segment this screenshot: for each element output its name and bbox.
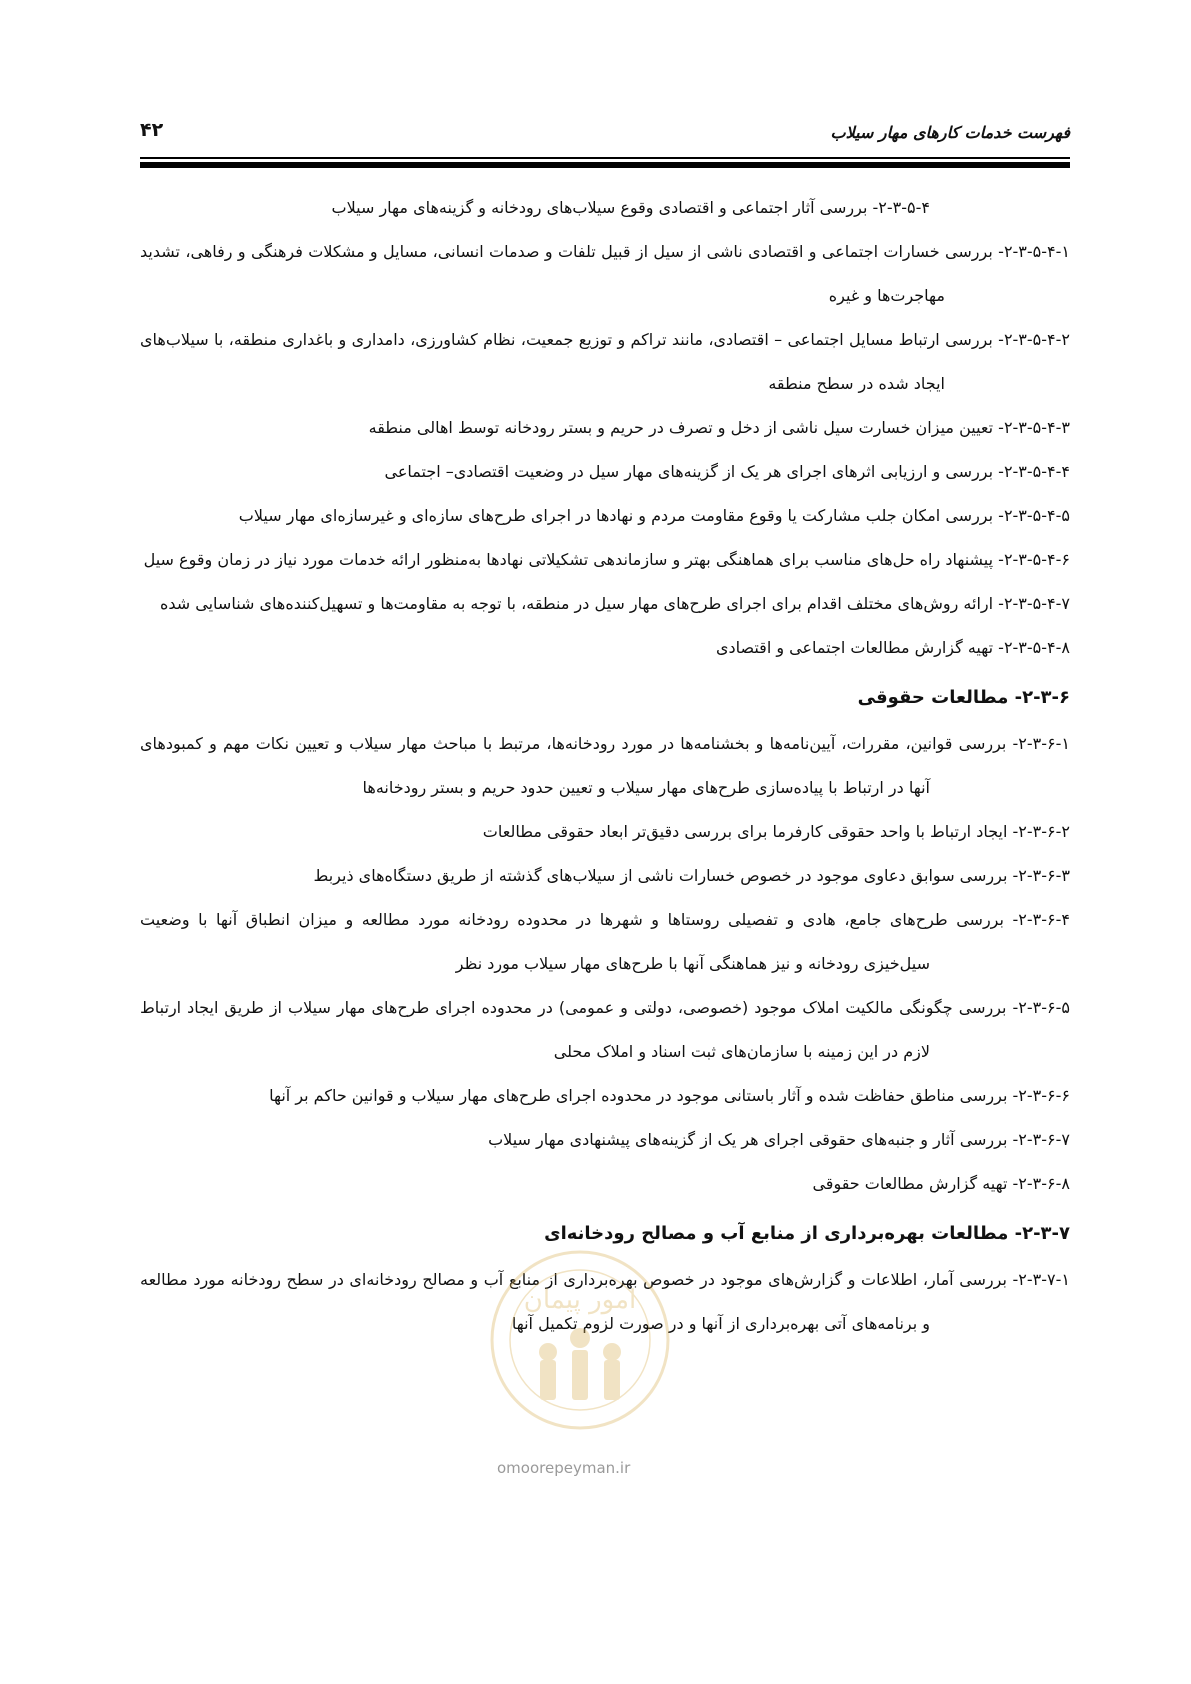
list-item: ۲-۳-۶-۲- ایجاد ارتباط با واحد حقوقی کارفرما برای بررسی دقیق‌تر ابعاد حقوقی مطالعات bbox=[482, 822, 1070, 841]
page-body bbox=[140, 186, 1070, 1346]
section-heading-water: ۲-۳-۷- مطالعات بهره‌برداری از منابع آب و مصالح رودخانه‌ای bbox=[544, 1223, 1070, 1244]
list-item: ۲-۳-۵-۴-۶- پیشنهاد راه حل‌های مناسب برای هماهنگی بهتر و سازماندهی تشکیلاتی نهادها به‌منظور ارائه خدمات مورد نیاز در زمان وقوع سیل bbox=[143, 550, 1070, 569]
book-title: فهرست خدمات کارهای مهار سیلاب bbox=[830, 123, 1070, 142]
list-item: ۲-۳-۶-۵- بررسی چگونگی مالکیت املاک موجود (خصوصی، دولتی و عمومی) در محدوده اجرای طرح‌های مهار سیلاب از طریق ایجاد ارتباط لازم در این زمینه با سازمان‌های ثبت اسناد و املاک محلی bbox=[140, 998, 1070, 1061]
list-item: ۲-۳-۶-۴- بررسی طرح‌های جامع، هادی و تفصیلی روستاها و شهرها در محدوده رودخانه مورد مطالعه و میزان انطباق آنها با وضعیت سیل‌خیزی رودخانه و نیز هماهنگی آنها با طرح‌های مهار سیلاب مورد نظر bbox=[140, 910, 1070, 973]
list-item: ۲-۳-۶-۸- تهیه گزارش مطالعات حقوقی bbox=[812, 1174, 1070, 1193]
page-number: ۴۲ bbox=[140, 119, 164, 141]
list-item: ۲-۳-۶-۶- بررسی مناطق حفاظت شده و آثار باستانی موجود در محدوده اجرای طرح‌های مهار سیلاب و قوانین حاکم بر آنها bbox=[269, 1086, 1070, 1105]
watermark-site: omoorepeyman.ir bbox=[497, 1459, 631, 1477]
running-header bbox=[140, 119, 1070, 153]
section-heading-legal: ۲-۳-۶- مطالعات حقوقی bbox=[857, 687, 1070, 708]
list-item: ۲-۳-۶-۳- بررسی سوابق دعاوی موجود در خصوص خسارات ناشی از سیلاب‌های گذشته از طریق دستگاه‌های ذیربط bbox=[313, 866, 1070, 885]
list-item: ۲-۳-۷-۱- بررسی آمار، اطلاعات و گزارش‌های موجود در خصوص بهره‌برداری از منابع آب و مصالح رودخانه‌ای در سطح رودخانه مورد مطالعه و برنامه‌های آتی بهره‌برداری از آنها و در صورت لزوم تکمیل آنها bbox=[140, 1270, 1070, 1333]
list-item: ۲-۳-۵-۴-۷- ارائه روش‌های مختلف اقدام برای اجرای طرح‌های مهار سیل در منطقه، با توجه به مقاومت‌ها و تسهیل‌کننده‌های شناسایی شده bbox=[159, 594, 1070, 613]
list-item: ۲-۳-۵-۴-۴- بررسی و ارزیابی اثرهای اجرای هر یک از گزینه‌های مهار سیل در وضعیت اقتصادی– اجتماعی bbox=[384, 462, 1070, 481]
header-rule-thick bbox=[140, 162, 1070, 168]
list-item: ۲-۳-۶-۱- بررسی قوانین، مقررات، آیین‌نامه‌ها و بخشنامه‌ها در مورد رودخانه‌ها، مرتبط با مباحث مهار سیلاب و تعیین نکات مهم و کمبودهای آنها در ارتباط با پیاده‌سازی طرح‌های مهار سیلاب و تعیین حدود حریم و بستر رودخانه‌ها bbox=[140, 734, 1070, 797]
list-item: ۲-۳-۵-۴-۸- تهیه گزارش مطالعات اجتماعی و اقتصادی bbox=[715, 638, 1070, 657]
list-item: ۲-۳-۵-۴-۲- بررسی ارتباط مسایل اجتماعی – اقتصادی، مانند تراکم و توزیع جمعیت، نظام کشاورزی، دامداری و باغداری منطقه، با سیلاب‌های ایجاد شده در سطح منطقه bbox=[140, 330, 1070, 393]
list-item: ۲-۳-۶-۷- بررسی آثار و جنبه‌های حقوقی اجرای هر یک از گزینه‌های پیشنهادی مهار سیلاب bbox=[488, 1130, 1070, 1149]
list-item: ۲-۳-۵-۴-۵- بررسی امکان جلب مشارکت یا وقوع مقاومت مردم و نهادها در اجرای طرح‌های سازه‌ای و غیرسازه‌ای مهار سیلاب bbox=[238, 506, 1070, 525]
watermark-logo bbox=[470, 1240, 690, 1450]
header-rule-thin bbox=[140, 157, 1070, 159]
list-item: ۲-۳-۵-۴-۱- بررسی خسارات اجتماعی و اقتصادی ناشی از سیل از قبیل تلفات و صدمات انسانی، مسایل و مشکلات فرهنگی و رفاهی، تشدید مهاجرت‌ها و غیره bbox=[140, 242, 1070, 305]
watermark-logo-text: امور پیمان bbox=[523, 1285, 637, 1315]
list-item: ۲-۳-۵-۴-۳- تعیین میزان خسارت سیل ناشی از دخل و تصرف در حریم و بستر رودخانه توسط اهالی منطقه bbox=[368, 418, 1070, 437]
subsection-title: ۲-۳-۵-۴- بررسی آثار اجتماعی و اقتصادی وقوع سیلاب‌های رودخانه و گزینه‌های مهار سیلاب bbox=[331, 198, 930, 217]
